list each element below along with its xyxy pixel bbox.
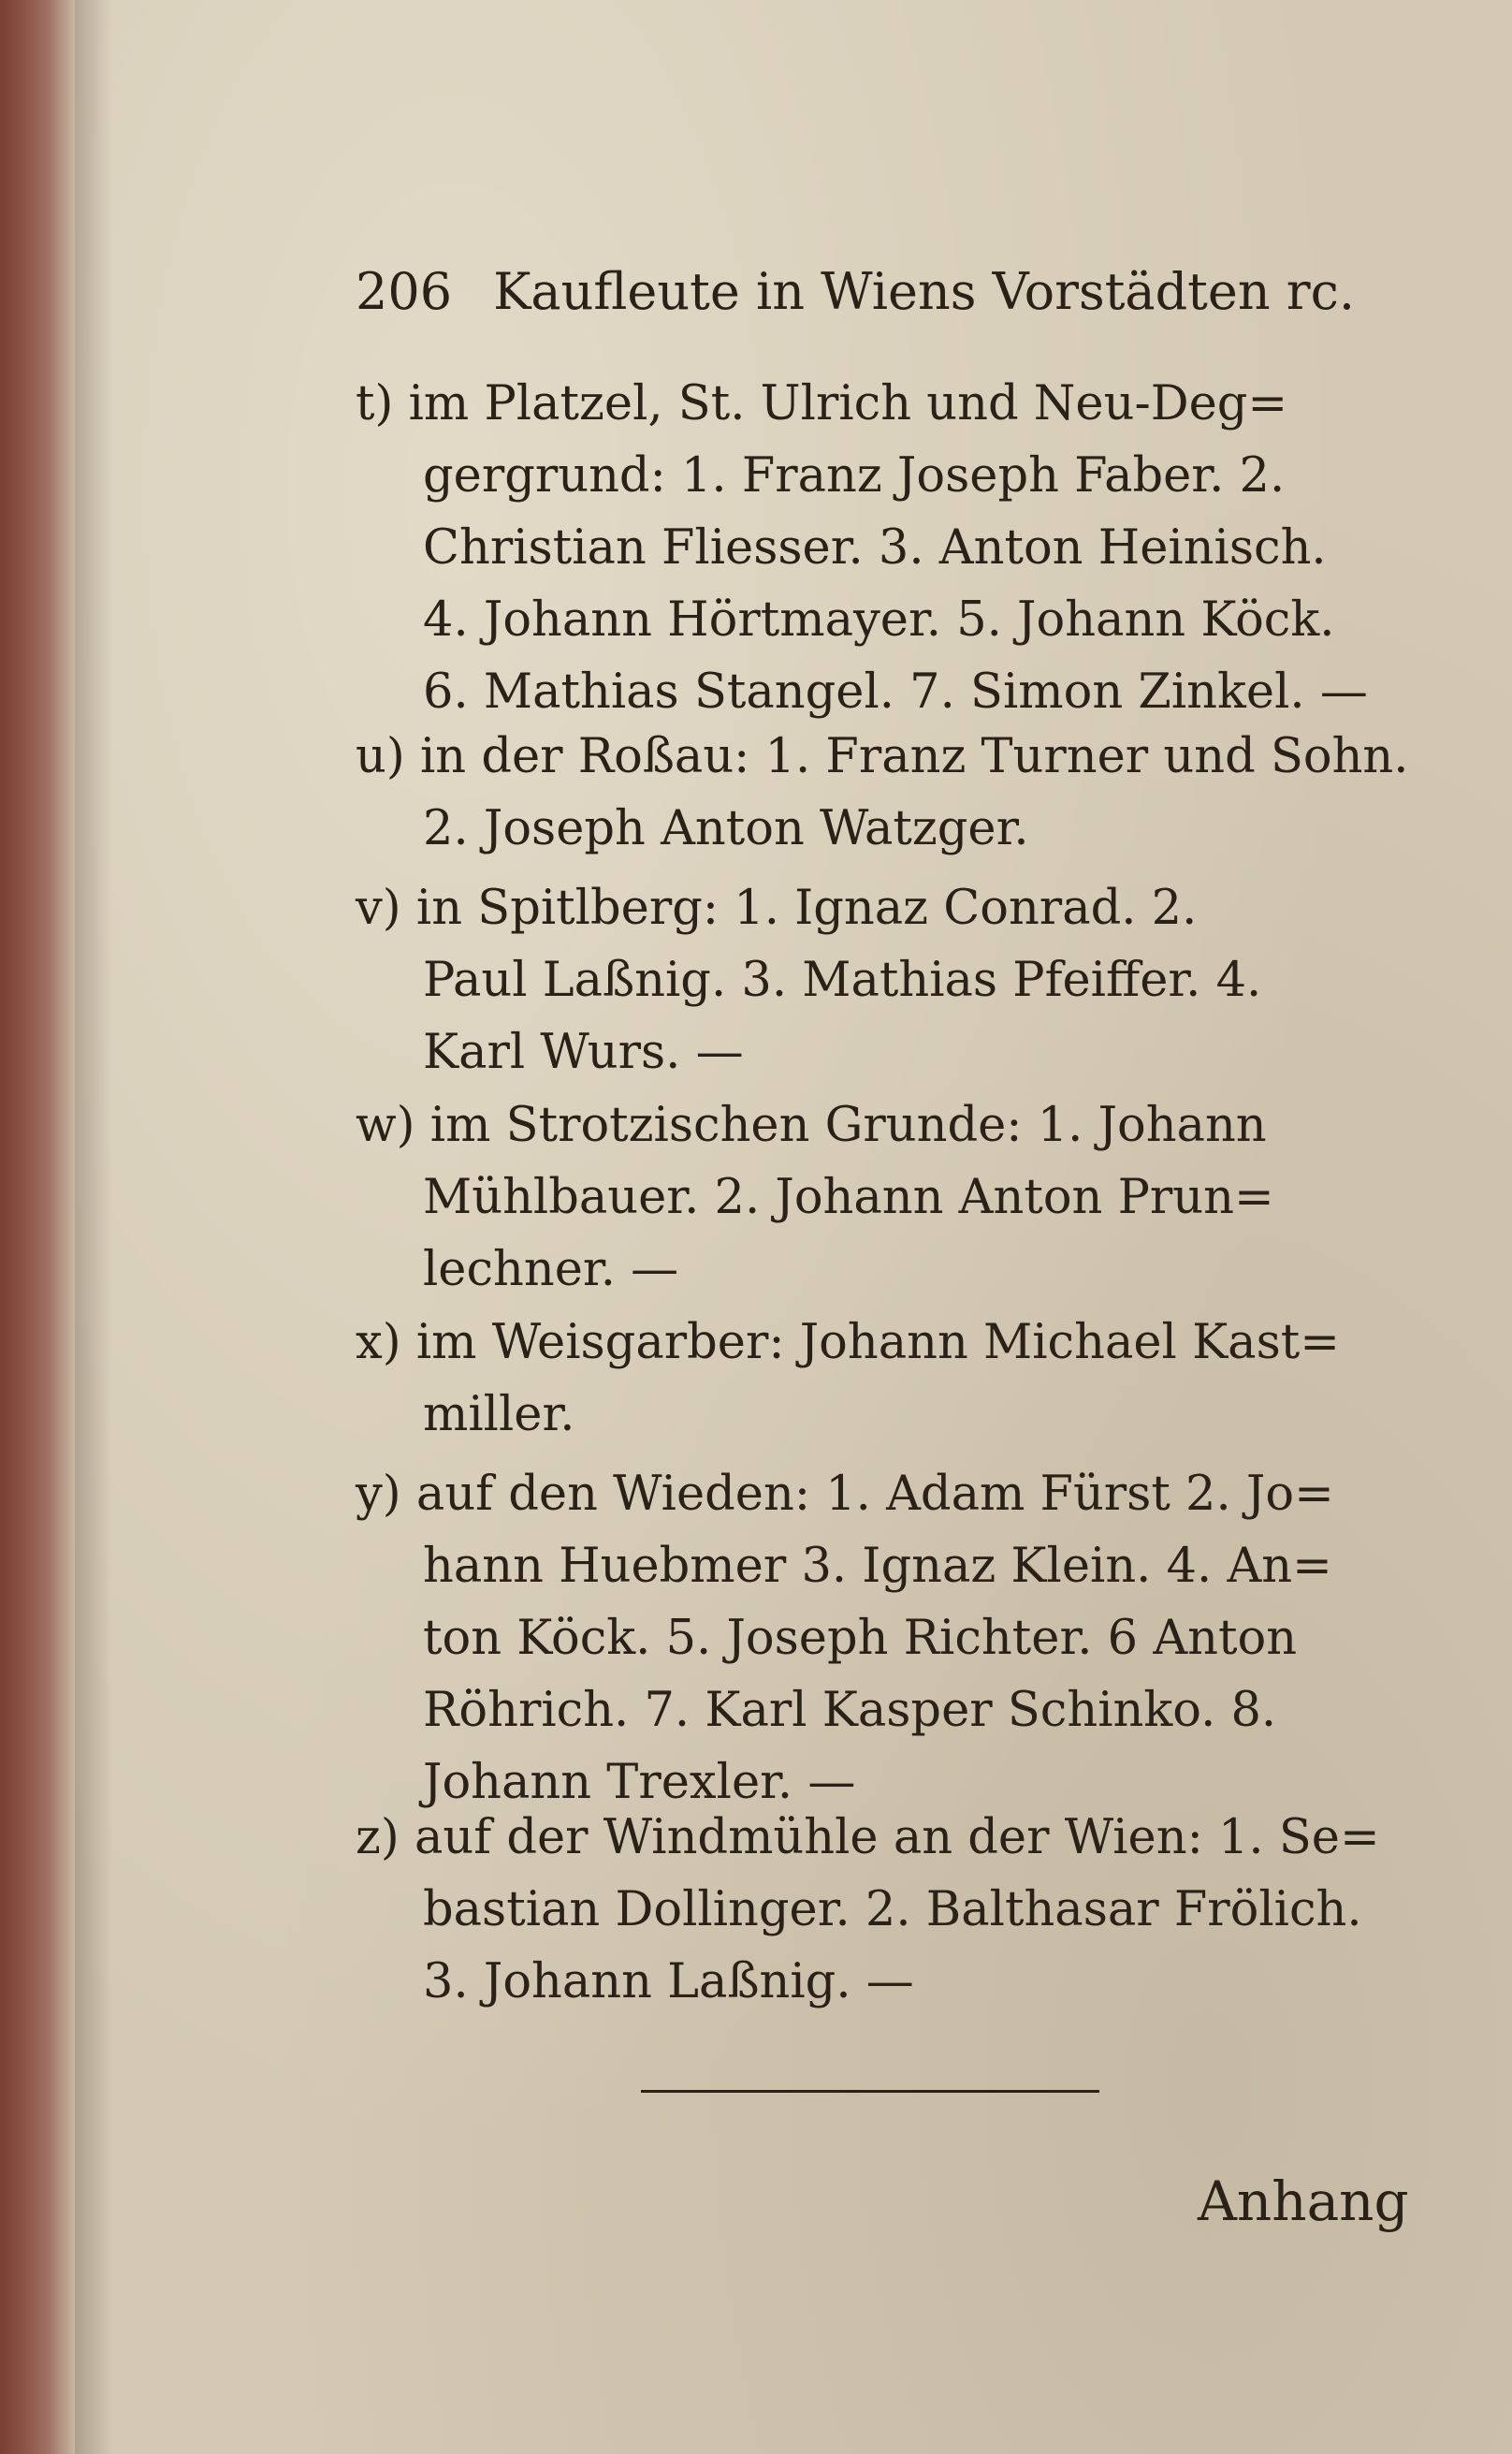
entry-line: w) im Strotzischen Grunde: 1. Johann [356, 1098, 1267, 1153]
entry-line: bastian Dollinger. 2. Balthasar Frölich. [423, 1882, 1362, 1937]
entry-line: 6. Mathias Stangel. 7. Simon Zinkel. — [423, 665, 1368, 720]
entry-line: lechner. — [423, 1242, 679, 1297]
entry-line: 4. Johann Hörtmayer. 5. Johann Köck. [423, 592, 1335, 648]
catchword: Anhang [1198, 2169, 1409, 2233]
entry-line: Röhrich. 7. Karl Kasper Schinko. 8. [423, 1683, 1277, 1738]
entry-line: hann Huebmer 3. Ignaz Klein. 4. An= [423, 1539, 1332, 1594]
entry-y [356, 1458, 1422, 1819]
section-divider-rule [641, 2090, 1099, 2093]
entry-w [356, 1089, 1422, 1306]
entry-x [356, 1307, 1422, 1451]
entry-u [356, 721, 1422, 865]
entry-line: Mühlbauer. 2. Johann Anton Prun= [423, 1170, 1274, 1225]
entry-line: y) auf den Wieden: 1. Adam Fürst 2. Jo= [356, 1467, 1334, 1522]
entry-line: u) in der Roßau: 1. Franz Turner und Sohn. [356, 729, 1409, 784]
entry-line: 2. Joseph Anton Watzger. [423, 801, 1029, 856]
entry-line: Paul Laßnig. 3. Mathias Pfeiffer. 4. [423, 953, 1262, 1008]
entry-line: v) in Spitlberg: 1. Ignaz Conrad. 2. [356, 881, 1198, 936]
page-header [356, 262, 1422, 321]
entry-line: 3. Johann Laßnig. — [423, 1954, 914, 2009]
entry-line: t) im Platzel, St. Ulrich und Neu-Deg= [356, 376, 1288, 431]
entry-line: gergrund: 1. Franz Joseph Faber. 2. [423, 448, 1286, 504]
entry-line: x) im Weisgarber: Johann Michael Kast= [356, 1315, 1340, 1370]
entry-line: Johann Trexler. — [423, 1755, 856, 1810]
running-title: Kaufleute in Wiens Vorstädten rc. [493, 262, 1355, 321]
page-number: 206 [356, 262, 453, 321]
entry-line: Karl Wurs. — [423, 1025, 744, 1080]
entry-line: Christian Fliesser. 3. Anton Heinisch. [423, 520, 1327, 576]
entry-t [356, 368, 1422, 728]
entry-line: miller. [423, 1387, 575, 1442]
entry-v [356, 872, 1422, 1088]
book-spine-edge [0, 0, 75, 2454]
entry-line: ton Köck. 5. Joseph Richter. 6 Anton [423, 1611, 1298, 1666]
entry-z [356, 1802, 1422, 2018]
gutter-shadow [75, 0, 112, 2454]
entry-line: z) auf der Windmühle an der Wien: 1. Se= [356, 1810, 1380, 1865]
